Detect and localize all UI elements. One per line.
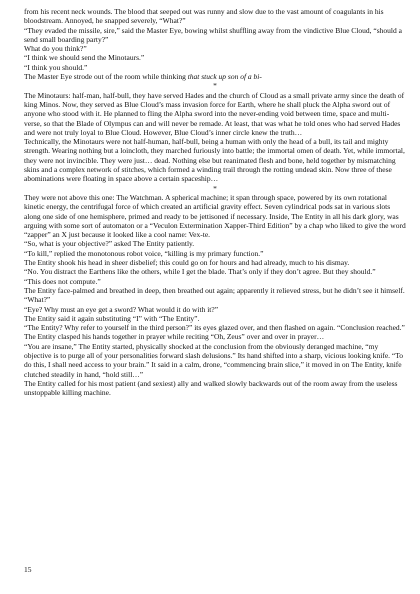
closing-line-italic: that stuck up son of a bi- <box>187 72 262 82</box>
paragraph: The Minotaurs: half-man, half-bull, they have served Hades and the church of Cloud as a small private army since the death of king Minos. Now, they served as Blue Cloud’s mass invasion force for Earth, where he shall pluck the Alpha sword out of anyone who stood with it. He planned to fling the Alpha sword into the never-ending void between time, space and multi-verse, so that the Blade of Olympus can and will never be remade. At least, that was what he told ones who had served Hades and were not truly loyal to Blue Cloud. However, Blue Cloud’s inner circle knew the truth… <box>24 90 405 137</box>
paragraph: from his recent neck wounds. The blood that seeped out was runny and slow due to the vast amount of coagulants in his bloodstream. Annoyed, he snapped severely, “What?” <box>24 7 384 26</box>
paragraph: “This does not compute.” <box>24 276 101 286</box>
paragraph: The Entity clasped his hands together in prayer while reciting “Oh, Zeus” over and over in prayer… <box>24 332 325 342</box>
paragraph: What do you think?” <box>24 44 87 54</box>
paragraph: “I think we should send the Minotaurs.” <box>24 53 145 63</box>
paragraph: Technically, the Minotaurs were not half-human, half-bull, being a human with only the head of a bull, its tail and mighty strength. Wearing nothing but a loincloth, they marched furiously into battle; the immortal omen of death. Yet, while immortal, they were not invincible. They were just… dead. Nothing else but reanimated flesh and bone, held together by mismatching skins and a complex network of stitches, which formed a winding trail through the rotting undead skin. Now three of these abominations were floating in space above a certain spaceship… <box>24 137 405 184</box>
paragraph: “To kill,” replied the monotonous robot voice, “killing is my primary function.” <box>24 248 264 258</box>
page-number: 15 <box>24 565 32 574</box>
paragraph: “I think you should.” <box>24 62 88 72</box>
text-section-b <box>24 91 406 184</box>
paragraph: “So, what is your objective?” asked The Entity patiently. <box>24 239 195 249</box>
paragraph: “They evaded the missile, sire,” said the Master Eye, bowing whilst shuffling away from the vindictive Blue Cloud, “should a send small boarding party?” <box>24 25 402 44</box>
paragraph: They were not above this one: The Watchman. A spherical machine; it span through space, powered by its own rotational kinetic energy, the centrifugal force of which created an artificial gravity effect. Seven cylindrical pods sat in various slots along one side of one hemisphere, primed and ready to be jettisoned if necessary. Inside, The Entity in all his dark glory, was arguing with some sort of automaton or a “Veculon Extermination Xapper-Third Edition” by a chap who liked to give the word “zapper” an X just because it looked like a cool name: Vex-te. <box>24 192 406 240</box>
closing-line <box>24 72 406 81</box>
paragraph: “Eye? Why must an eye get a sword? What would it do with it?” <box>24 304 219 314</box>
paragraph: The Entity called for his most patient (and sexiest) ally and walked slowly backwards out of the room away from the useless unstoppable killing machine. <box>24 378 398 398</box>
paragraph: “The Entity? Why refer to yourself in the third person?” its eyes glazed over, and then flashed on again. “Conclusion reached.” <box>24 323 405 333</box>
paragraph: The Entity shook his head in sheer disbelief; this could go on for hours and had already, much to his dismay. <box>24 258 350 268</box>
section-separator-1: * <box>213 81 217 91</box>
paragraph: The Entity face-palmed and breathed in deep, then breathed out again; apparently it relieved stress, but he didn’t see it himself. “What?” <box>24 285 405 305</box>
paragraph: “You are insane,” The Entity started, physically shocked at the conclusion from the obviously deranged machine, “my objective is to purge all of your personalities forward slash delusions.” Its hand shifted into a sharp, vicious looking knife. “To do this, I shall need access to your brain.” It said in a calm, drone, “commencing brain slice,” it moved in on The Entity, knife clutched steadily in hand, “hold still…” <box>24 341 404 379</box>
text-section-c <box>24 193 406 398</box>
section-separator-2: * <box>213 183 217 193</box>
paragraph: “No. You distract the Earthens like the others, while I get the blade. That’s only if they don’t agree. But they should.” <box>24 267 376 277</box>
text-section-a <box>24 7 406 72</box>
paragraph: The Entity said it again substituting “I” with “The Entity”. <box>24 313 200 323</box>
closing-line-plain: The Master Eye strode out of the room while thinking <box>24 72 188 82</box>
